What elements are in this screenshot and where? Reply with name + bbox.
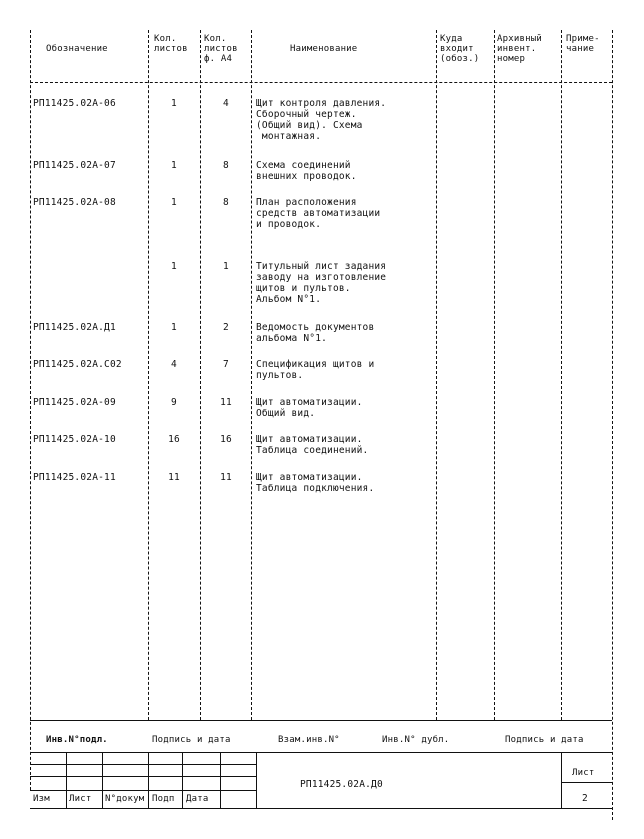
footer-vzam-inv: Взам.инв.N° <box>278 735 340 745</box>
row-3-a4: 8 <box>223 197 229 208</box>
footer-sheet-rule <box>561 782 612 783</box>
row-2-a4: 8 <box>223 160 229 171</box>
header-sheets: Кол. листов <box>154 34 188 54</box>
row-4-sheets: 1 <box>171 261 177 272</box>
row-4-name: Титульный лист задания заводу на изготовление щитов и пультов. Альбом N°1. <box>256 261 387 305</box>
footer-data: Дата <box>186 794 209 804</box>
row-6-name: Спецификация щитов и пультов. <box>256 359 375 381</box>
row-1-code: РП11425.02А-06 <box>33 98 116 109</box>
row-6-code: РП11425.02А.С02 <box>33 359 122 370</box>
col-sep-5 <box>494 30 495 720</box>
footer-podp: Подп <box>152 794 175 804</box>
footer-podpis-data-1: Подпись и дата <box>152 735 231 745</box>
row-8-a4: 16 <box>220 434 232 445</box>
row-7-name: Щит автоматизации. Общий вид. <box>256 397 363 419</box>
footer-rule-top <box>30 720 612 721</box>
row-7-sheets: 9 <box>171 397 177 408</box>
footer-rule-3 <box>30 776 256 777</box>
row-3-sheets: 1 <box>171 197 177 208</box>
frame-right <box>612 30 613 820</box>
footer-n-dokum: N°докум <box>105 794 145 804</box>
footer-sep-e <box>220 752 221 808</box>
col-sep-2 <box>200 30 201 720</box>
row-5-code: РП11425.02А.Д1 <box>33 322 116 333</box>
footer-inv-podl: Инв.N°подл. <box>46 735 108 745</box>
footer-rule-mid <box>30 752 612 753</box>
footer-sep-c <box>148 752 149 808</box>
col-sep-4 <box>436 30 437 720</box>
col-sep-6 <box>561 30 562 720</box>
footer-rule-4 <box>30 790 256 791</box>
footer-izm: Изм <box>33 794 50 804</box>
row-2-name: Схема соединений внешних проводок. <box>256 160 357 182</box>
footer-doc-code: РП11425.02А.Д0 <box>300 779 383 790</box>
row-2-code: РП11425.02А-07 <box>33 160 116 171</box>
footer-rule-2 <box>30 764 256 765</box>
row-7-code: РП11425.02А-09 <box>33 397 116 408</box>
header-sheets-a4: Кол. листов ф. А4 <box>204 34 238 64</box>
header-note: Приме- чание <box>566 34 600 54</box>
row-8-name: Щит автоматизации. Таблица соединений. <box>256 434 369 456</box>
col-sep-1 <box>148 30 149 720</box>
row-9-sheets: 11 <box>168 472 180 483</box>
footer-sep-f <box>256 752 257 808</box>
row-1-a4: 4 <box>223 98 229 109</box>
header-archive-number: Архивный инвент. номер <box>497 34 542 64</box>
footer-rule-bottom <box>30 808 612 809</box>
col-sep-3 <box>251 30 252 720</box>
row-9-name: Щит автоматизации. Таблица подключения. <box>256 472 375 494</box>
frame-left <box>30 30 31 790</box>
row-8-sheets: 16 <box>168 434 180 445</box>
row-6-a4: 7 <box>223 359 229 370</box>
row-9-a4: 11 <box>220 472 232 483</box>
row-1-sheets: 1 <box>171 98 177 109</box>
row-5-name: Ведомость документов альбома N°1. <box>256 322 375 344</box>
row-5-sheets: 1 <box>171 322 177 333</box>
footer-sheet-label: Лист <box>572 768 595 778</box>
row-9-code: РП11425.02А-11 <box>33 472 116 483</box>
footer-sep-g <box>561 752 562 808</box>
footer-inv-dubl: Инв.N° дубл. <box>382 735 450 745</box>
row-7-a4: 11 <box>220 397 232 408</box>
footer-list: Лист <box>69 794 92 804</box>
header-rule <box>30 82 612 83</box>
header-goes-into: Куда входит (обоз.) <box>440 34 480 64</box>
footer-sheet-number: 2 <box>582 793 588 804</box>
row-3-code: РП11425.02А-08 <box>33 197 116 208</box>
footer-sep-d <box>182 752 183 808</box>
row-2-sheets: 1 <box>171 160 177 171</box>
footer-podpis-data-2: Подпись и дата <box>505 735 584 745</box>
row-4-a4: 1 <box>223 261 229 272</box>
row-3-name: План расположения средств автоматизации и проводок. <box>256 197 381 230</box>
header-designation: Обозначение <box>46 44 108 54</box>
row-5-a4: 2 <box>223 322 229 333</box>
row-6-sheets: 4 <box>171 359 177 370</box>
row-1-name: Щит контроля давления. Сборочный чертеж. (Общий вид). Схема монтажная. <box>256 98 387 142</box>
footer-sep-b <box>102 752 103 808</box>
row-8-code: РП11425.02А-10 <box>33 434 116 445</box>
footer-sep-a <box>66 752 67 808</box>
header-name: Наименование <box>290 44 358 54</box>
